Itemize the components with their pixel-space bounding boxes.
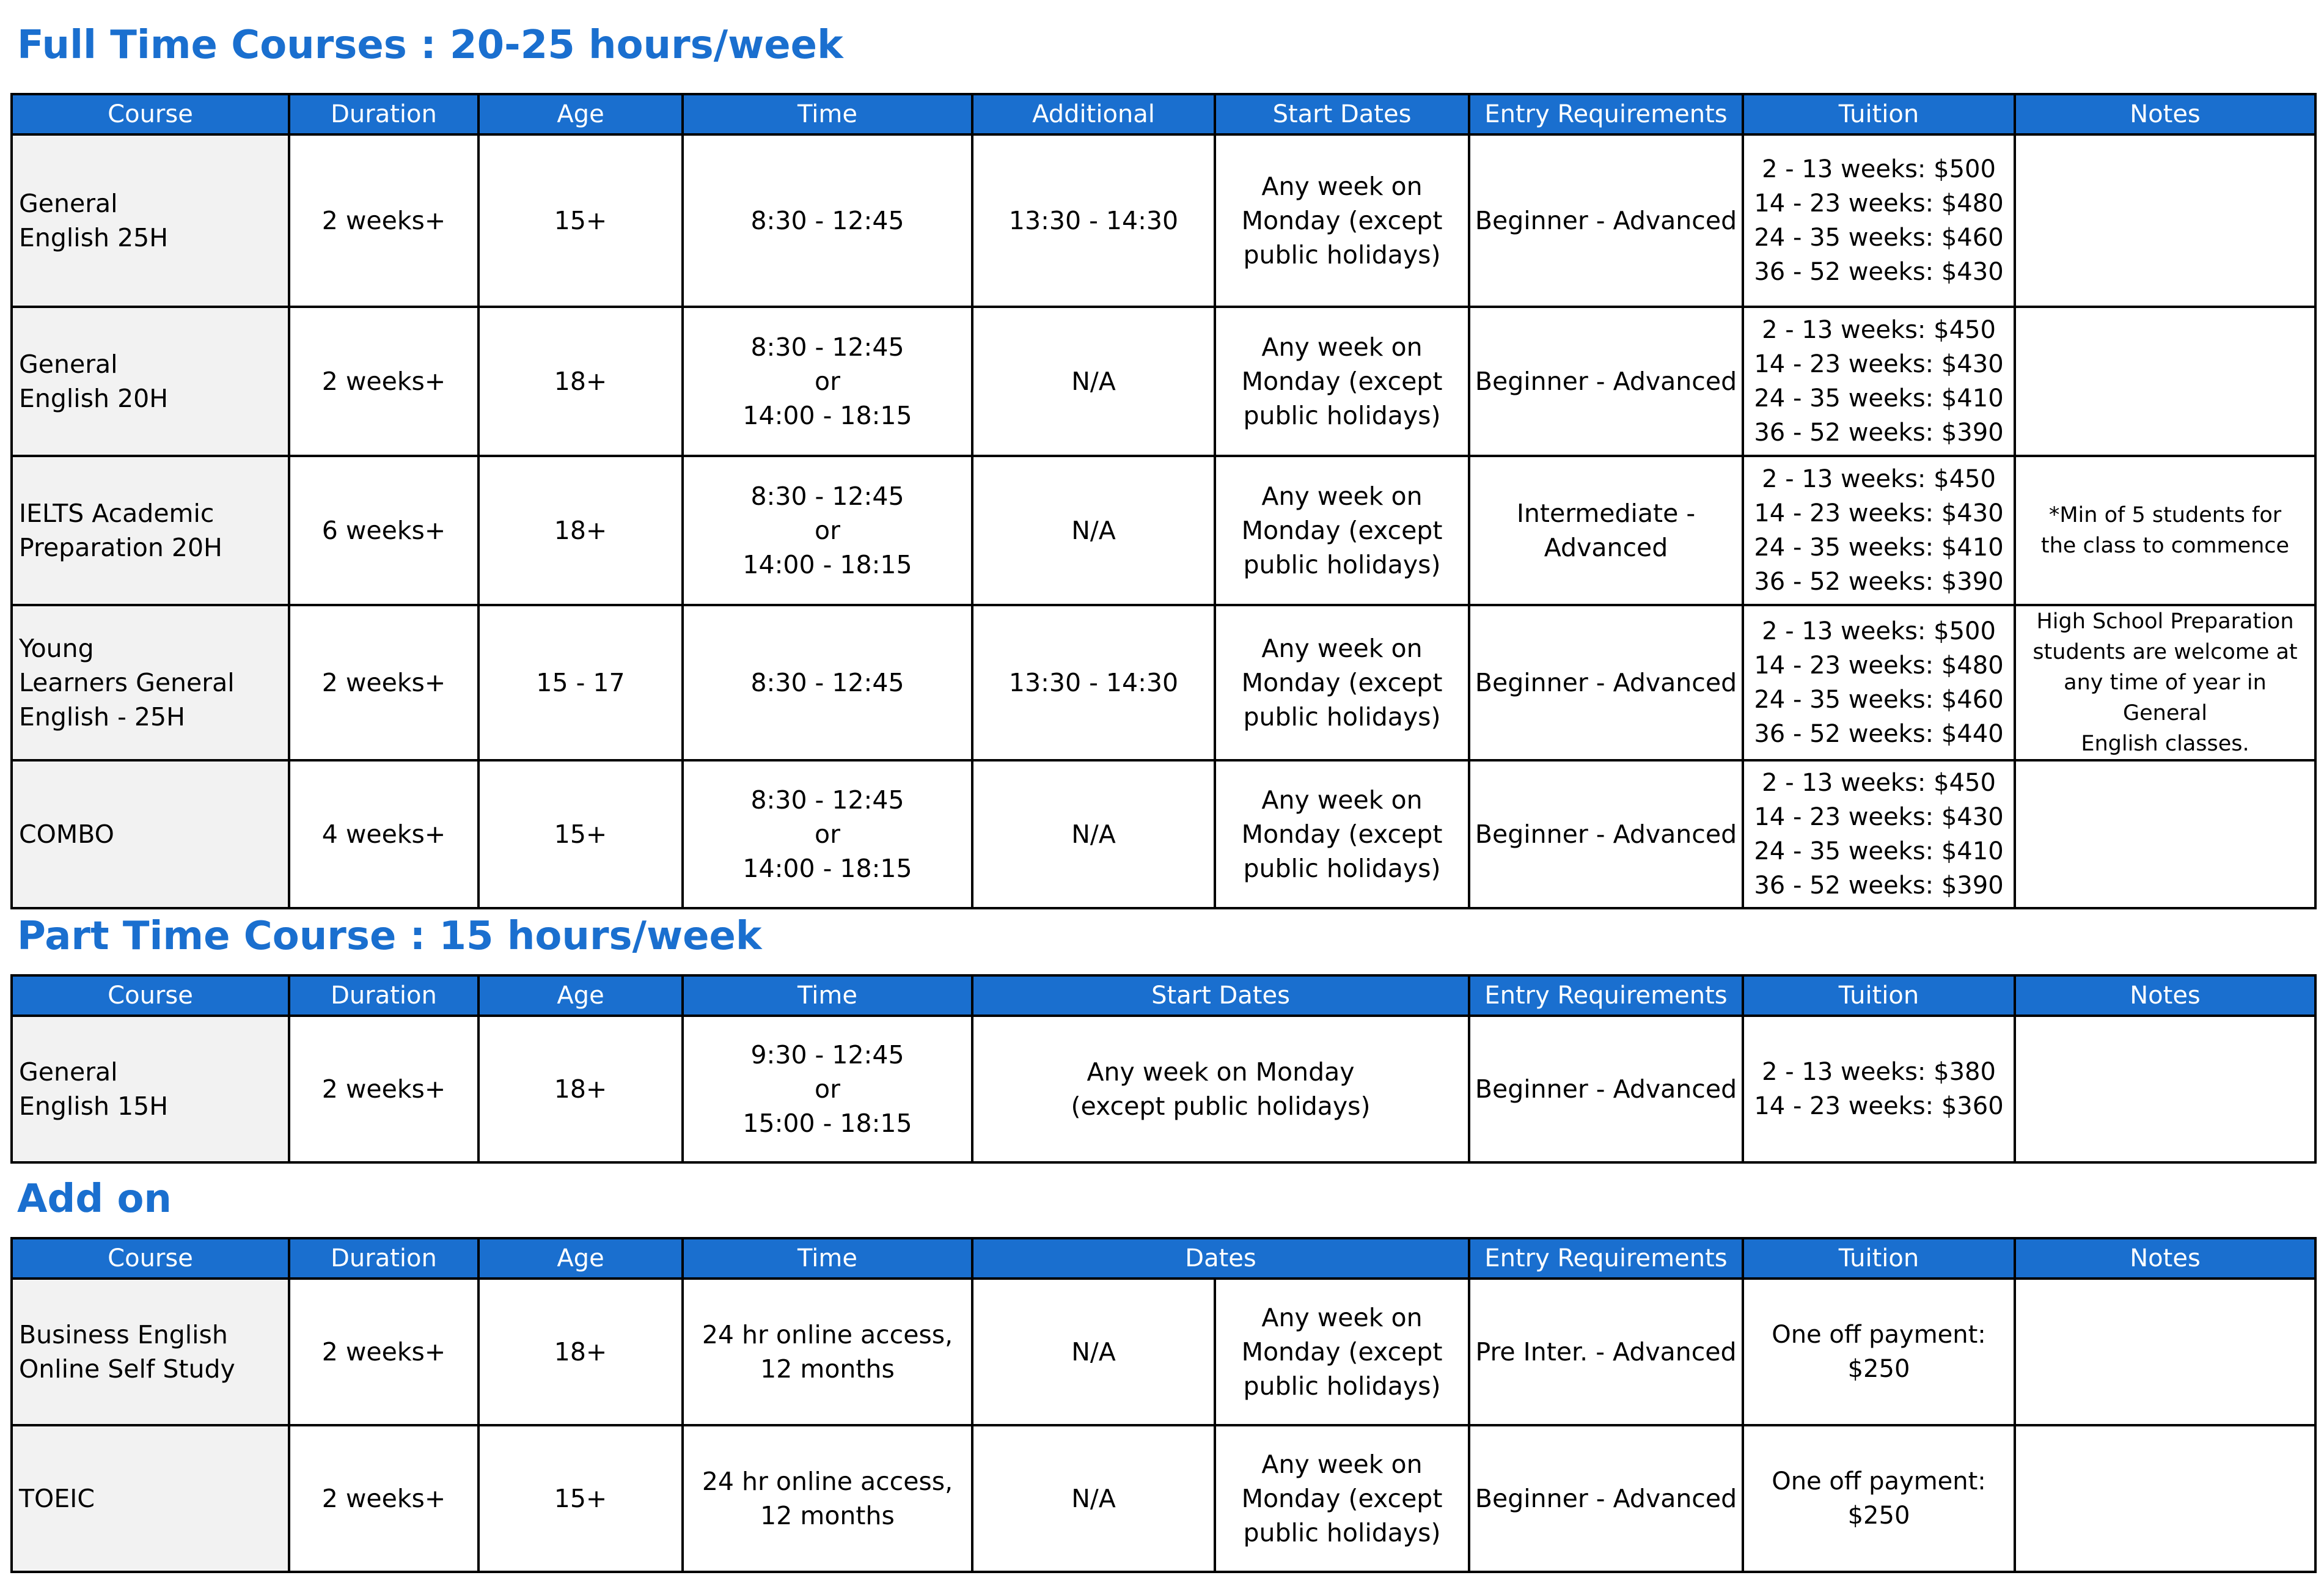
course-cell: Young Learners General English - 25H <box>12 605 289 760</box>
col-age: Age <box>478 975 683 1016</box>
time-cell: 8:30 - 12:45 <box>683 605 972 760</box>
tuition-cell: One off payment: $250 <box>1743 1279 2015 1425</box>
dates-cell: Any week on Monday (except public holidays) <box>1215 1279 1469 1425</box>
time-cell: 8:30 - 12:45 or 14:00 - 18:15 <box>683 760 972 908</box>
age-cell: 15+ <box>478 134 683 307</box>
additional-cell: N/A <box>972 456 1215 605</box>
col-time: Time <box>683 1238 972 1279</box>
entry-cell: Beginner - Advanced <box>1469 134 1743 307</box>
col-dates: Dates <box>972 1238 1469 1279</box>
col-tuition: Tuition <box>1743 1238 2015 1279</box>
start-dates-cell: Any week on Monday (except public holidays) <box>1215 760 1469 908</box>
age-cell: 18+ <box>478 1279 683 1425</box>
notes-cell <box>2015 1425 2315 1572</box>
entry-cell: Beginner - Advanced <box>1469 1425 1743 1572</box>
table-row <box>12 760 2315 908</box>
col-notes: Notes <box>2015 1238 2315 1279</box>
course-cell: General English 15H <box>12 1016 289 1162</box>
time-cell: 24 hr online access, 12 months <box>683 1279 972 1425</box>
age-cell: 18+ <box>478 1016 683 1162</box>
table-row <box>12 605 2315 760</box>
duration-cell: 2 weeks+ <box>289 134 478 307</box>
notes-cell <box>2015 134 2315 307</box>
start-dates-cell: Any week on Monday (except public holidays) <box>1215 456 1469 605</box>
start-dates-cell: Any week on Monday (except public holidays) <box>972 1016 1469 1162</box>
table-row <box>12 1279 2315 1425</box>
col-time: Time <box>683 975 972 1016</box>
age-cell: 15+ <box>478 1425 683 1572</box>
table-row <box>12 1425 2315 1572</box>
notes-cell <box>2015 1279 2315 1425</box>
col-duration: Duration <box>289 1238 478 1279</box>
duration-cell: 4 weeks+ <box>289 760 478 908</box>
table-row <box>12 1016 2315 1162</box>
age-cell: 18+ <box>478 456 683 605</box>
col-start-dates: Start Dates <box>972 975 1469 1016</box>
notes-cell <box>2015 760 2315 908</box>
time-cell: 9:30 - 12:45 or 15:00 - 18:15 <box>683 1016 972 1162</box>
part-time-table <box>10 974 2317 1164</box>
duration-cell: 2 weeks+ <box>289 1279 478 1425</box>
col-entry: Entry Requirements <box>1469 975 1743 1016</box>
notes-cell: High School Preparation students are welcome at any time of year in General English classes. <box>2015 605 2315 760</box>
duration-cell: 2 weeks+ <box>289 307 478 456</box>
duration-cell: 6 weeks+ <box>289 456 478 605</box>
col-course: Course <box>12 975 289 1016</box>
course-cell: TOEIC <box>12 1425 289 1572</box>
course-cell: Business English Online Self Study <box>12 1279 289 1425</box>
col-age: Age <box>478 1238 683 1279</box>
tuition-cell: One off payment: $250 <box>1743 1425 2015 1572</box>
col-start-dates: Start Dates <box>1215 94 1469 134</box>
col-duration: Duration <box>289 94 478 134</box>
additional-cell: N/A <box>972 760 1215 908</box>
dates-cell: N/A <box>972 1279 1215 1425</box>
age-cell: 15 - 17 <box>478 605 683 760</box>
full-time-table <box>10 93 2317 909</box>
dates-cell: N/A <box>972 1425 1215 1572</box>
col-course: Course <box>12 1238 289 1279</box>
entry-cell: Beginner - Advanced <box>1469 307 1743 456</box>
col-additional: Additional <box>972 94 1215 134</box>
col-entry: Entry Requirements <box>1469 1238 1743 1279</box>
table-row <box>12 307 2315 456</box>
add-on-table <box>10 1237 2317 1573</box>
tuition-cell: 2 - 13 weeks: $450 14 - 23 weeks: $430 24 - 35 weeks: $410 36 - 52 weeks: $390 <box>1743 760 2015 908</box>
tuition-cell: 2 - 13 weeks: $500 14 - 23 weeks: $480 24 - 35 weeks: $460 36 - 52 weeks: $430 <box>1743 134 2015 307</box>
additional-cell: 13:30 - 14:30 <box>972 605 1215 760</box>
time-cell: 8:30 - 12:45 or 14:00 - 18:15 <box>683 307 972 456</box>
tuition-cell: 2 - 13 weeks: $380 14 - 23 weeks: $360 <box>1743 1016 2015 1162</box>
entry-cell: Beginner - Advanced <box>1469 760 1743 908</box>
course-cell: IELTS Academic Preparation 20H <box>12 456 289 605</box>
start-dates-cell: Any week on Monday (except public holidays) <box>1215 307 1469 456</box>
time-cell: 24 hr online access, 12 months <box>683 1425 972 1572</box>
table-row <box>12 456 2315 605</box>
age-cell: 15+ <box>478 760 683 908</box>
col-time: Time <box>683 94 972 134</box>
start-dates-cell: Any week on Monday (except public holidays) <box>1215 134 1469 307</box>
entry-cell: Intermediate - Advanced <box>1469 456 1743 605</box>
full-time-title: Full Time Courses : 20-25 hours/week <box>17 23 843 68</box>
course-cell: General English 25H <box>12 134 289 307</box>
header-row <box>12 975 2315 1016</box>
col-tuition: Tuition <box>1743 975 2015 1016</box>
duration-cell: 2 weeks+ <box>289 1425 478 1572</box>
header-row <box>12 1238 2315 1279</box>
duration-cell: 2 weeks+ <box>289 1016 478 1162</box>
duration-cell: 2 weeks+ <box>289 605 478 760</box>
additional-cell: N/A <box>972 307 1215 456</box>
time-cell: 8:30 - 12:45 or 14:00 - 18:15 <box>683 456 972 605</box>
col-tuition: Tuition <box>1743 94 2015 134</box>
tuition-cell: 2 - 13 weeks: $450 14 - 23 weeks: $430 24 - 35 weeks: $410 36 - 52 weeks: $390 <box>1743 456 2015 605</box>
notes-cell: *Min of 5 students for the class to commence <box>2015 456 2315 605</box>
col-course: Course <box>12 94 289 134</box>
col-notes: Notes <box>2015 94 2315 134</box>
tuition-cell: 2 - 13 weeks: $450 14 - 23 weeks: $430 24 - 35 weeks: $410 36 - 52 weeks: $390 <box>1743 307 2015 456</box>
age-cell: 18+ <box>478 307 683 456</box>
dates-cell: Any week on Monday (except public holidays) <box>1215 1425 1469 1572</box>
course-cell: General English 20H <box>12 307 289 456</box>
entry-cell: Pre Inter. - Advanced <box>1469 1279 1743 1425</box>
col-entry: Entry Requirements <box>1469 94 1743 134</box>
part-time-title: Part Time Course : 15 hours/week <box>17 914 762 959</box>
col-notes: Notes <box>2015 975 2315 1016</box>
col-duration: Duration <box>289 975 478 1016</box>
time-cell: 8:30 - 12:45 <box>683 134 972 307</box>
entry-cell: Beginner - Advanced <box>1469 1016 1743 1162</box>
notes-cell <box>2015 1016 2315 1162</box>
header-row <box>12 94 2315 134</box>
start-dates-cell: Any week on Monday (except public holidays) <box>1215 605 1469 760</box>
entry-cell: Beginner - Advanced <box>1469 605 1743 760</box>
table-row <box>12 134 2315 307</box>
add-on-title: Add on <box>17 1176 172 1222</box>
additional-cell: 13:30 - 14:30 <box>972 134 1215 307</box>
course-cell: COMBO <box>12 760 289 908</box>
col-age: Age <box>478 94 683 134</box>
tuition-cell: 2 - 13 weeks: $500 14 - 23 weeks: $480 24 - 35 weeks: $460 36 - 52 weeks: $440 <box>1743 605 2015 760</box>
notes-cell <box>2015 307 2315 456</box>
